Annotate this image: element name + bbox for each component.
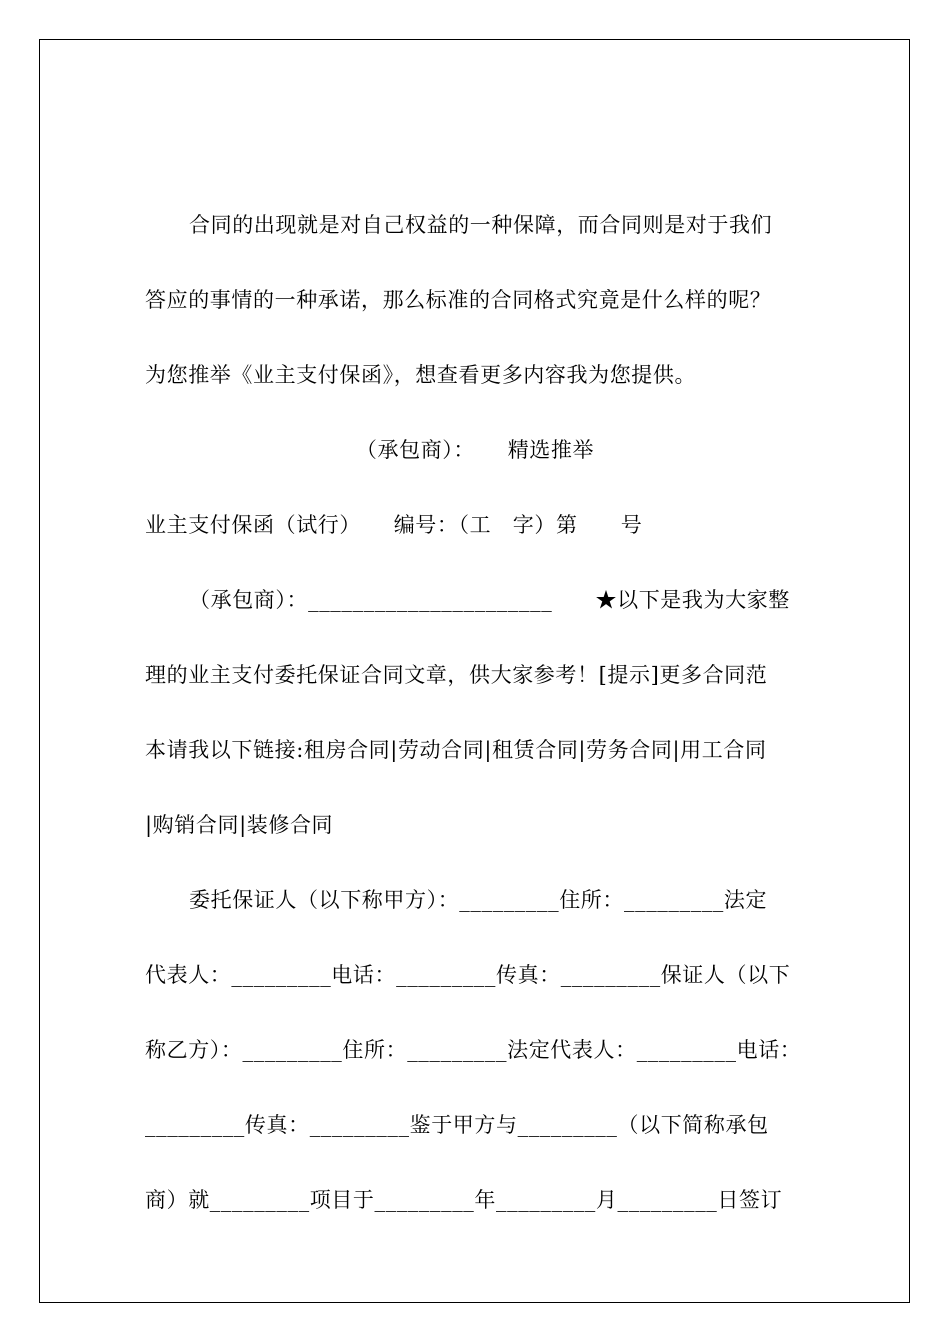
contractor-heading: （承包商）： 精选推举 [355,438,595,462]
intro-line-3: 为您推举《业主支付保函》，想查看更多内容我为您提供。 [145,363,697,387]
clause-line-1: 委托保证人（以下称甲方）：_________住所：_________法定 [189,888,768,912]
contractor-line: （承包商）：______________________ ★以下是我为大家整 [189,588,790,612]
clause-line-2: 代表人：_________电话：_________传真：_________保证人（以下 [145,963,791,987]
intro-line-2: 答应的事情的一种承诺，那么标准的合同格式究竟是什么样的呢？ [145,288,772,312]
intro-line-1: 合同的出现就是对自己权益的一种保障，而合同则是对于我们 [189,213,773,237]
links-line-2: |购销合同|装修合同 [145,813,334,837]
clause-line-5: 商）就_________项目于_________年_________月_________日签订 [145,1188,783,1212]
clause-line-3: 称乙方）：_________住所：_________法定代表人：_________电话： [145,1038,802,1062]
document-title-line: 业主支付保函（试行） 编号：（工 字）第 号 [145,513,643,537]
note-line-1: 理的业主支付委托保证合同文章，供大家参考！[提示]更多合同范 [145,663,768,687]
links-line-1: 本请我以下链接:租房合同|劳动合同|租赁合同|劳务合同|用工合同 [145,738,767,762]
clause-line-4: _________传真：_________鉴于甲方与_________（以下简称承包 [145,1113,769,1137]
